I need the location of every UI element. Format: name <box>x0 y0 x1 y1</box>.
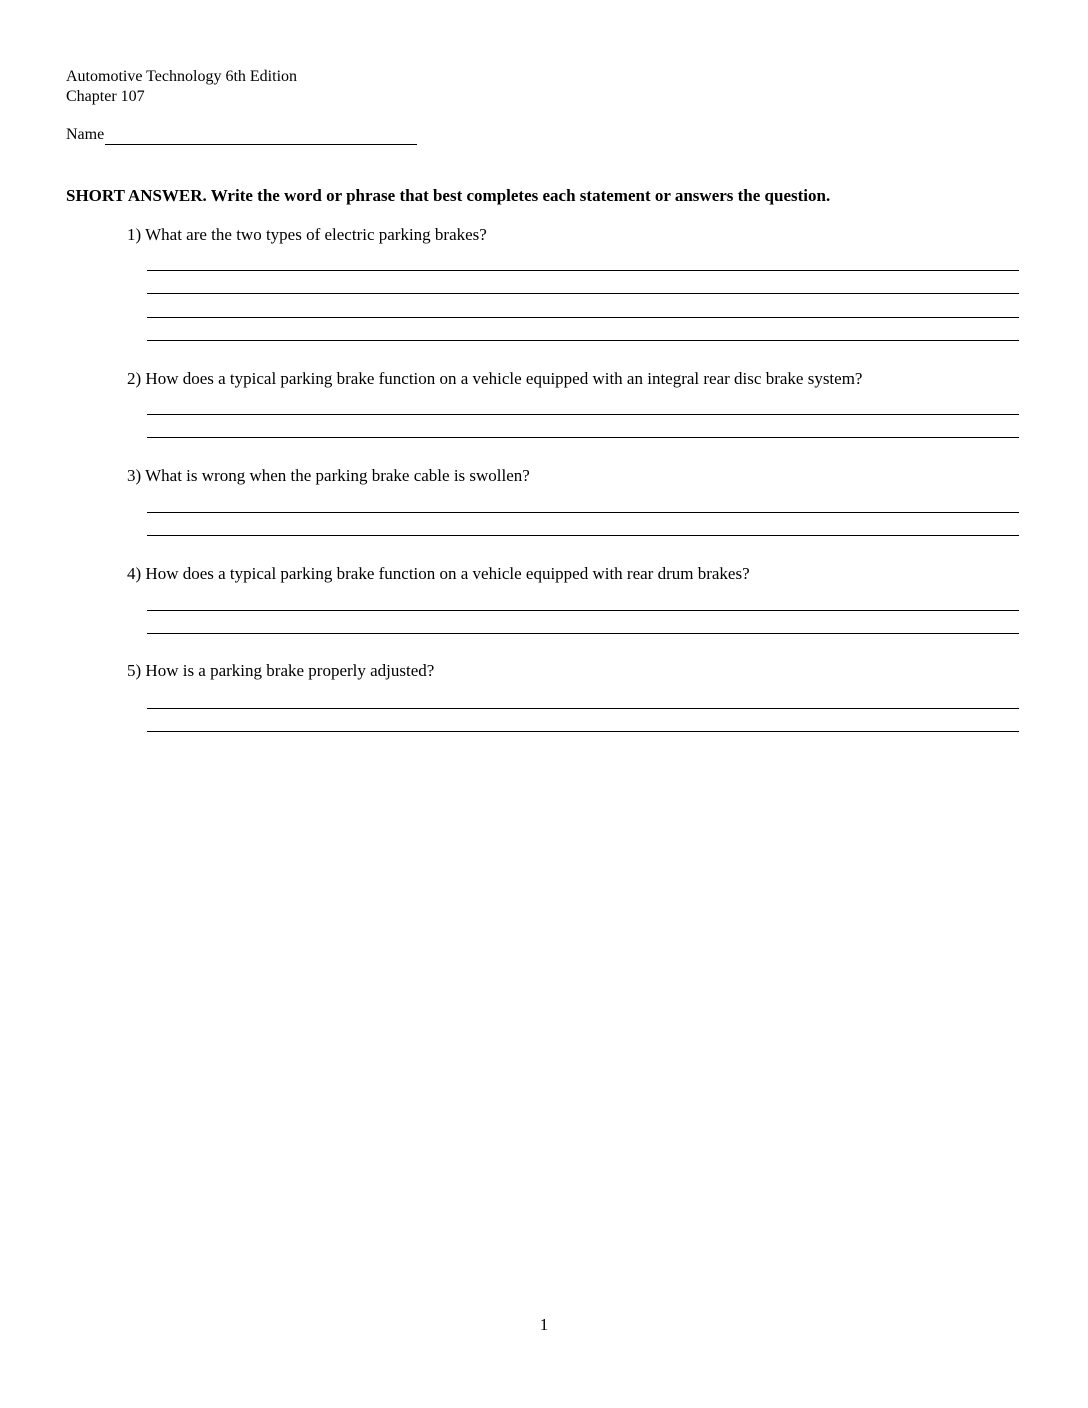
question-3 <box>127 466 1019 486</box>
question-text: 2) How does a typical parking brake function on a vehicle equipped with an integral rear disc brake system? <box>127 369 863 388</box>
answer-line[interactable] <box>147 317 1019 318</box>
question-text: 3) What is wrong when the parking brake cable is swollen? <box>127 466 530 485</box>
instructions: SHORT ANSWER. Write the word or phrase that best completes each statement or answers the question. <box>66 186 831 205</box>
answer-line[interactable] <box>147 535 1019 536</box>
question-4 <box>127 564 1019 584</box>
page-number: 1 <box>539 1315 549 1334</box>
name-label: Name <box>66 126 105 143</box>
answer-line[interactable] <box>147 293 1019 294</box>
question-text: 4) How does a typical parking brake function on a vehicle equipped with rear drum brakes? <box>127 564 750 583</box>
answer-line[interactable] <box>147 340 1019 341</box>
answer-line[interactable] <box>147 512 1019 513</box>
question-1 <box>127 225 1019 245</box>
answer-line[interactable] <box>147 633 1019 634</box>
question-text: 1) What are the two types of electric parking brakes? <box>127 225 487 244</box>
book-title: Automotive Technology 6th Edition <box>66 68 298 85</box>
answer-line[interactable] <box>147 437 1019 438</box>
name-row <box>66 125 417 145</box>
answer-line[interactable] <box>147 731 1019 732</box>
answer-line[interactable] <box>147 270 1019 271</box>
question-text: 5) How is a parking brake properly adjusted? <box>127 661 435 680</box>
name-field[interactable] <box>105 126 417 145</box>
chapter-label: Chapter 107 <box>66 88 145 105</box>
question-2 <box>127 369 1019 389</box>
answer-line[interactable] <box>147 414 1019 415</box>
answer-line[interactable] <box>147 708 1019 709</box>
question-5 <box>127 661 1019 681</box>
answer-line[interactable] <box>147 610 1019 611</box>
